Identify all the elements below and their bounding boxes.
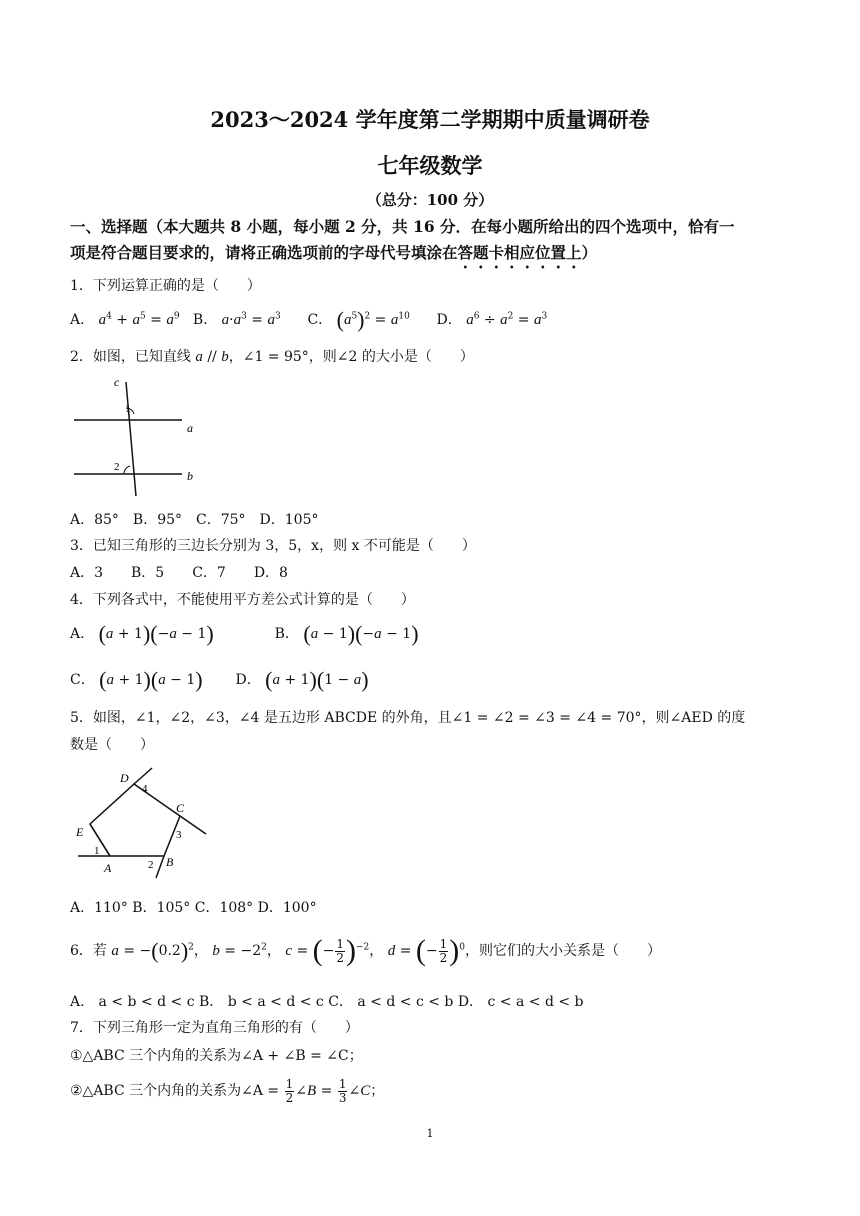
dotted-emphasis: 答题卡相应位置上 xyxy=(457,243,582,262)
exam-subtitle: 七年级数学 xyxy=(377,153,483,178)
total-score: （总分：100 分） xyxy=(366,191,494,209)
q7-stem: 7．下列三角形一定为直角三角形的有（ ） xyxy=(70,1020,359,1036)
q4-options-cd: C． (a + 1)(a − 1) D． (a + 1)(1 − a) xyxy=(70,667,369,692)
q3-stem: 3．已知三角形的三边长分别为 3，5，x，则 x 不可能是（ ） xyxy=(70,538,476,554)
label-a: a xyxy=(187,421,193,435)
label-b: b xyxy=(187,469,193,483)
angle-4-label: 4 xyxy=(142,783,148,795)
q5-stem-line1: 5．如图，∠1，∠2，∠3，∠4 是五边形 ABCDE 的外角，且∠1 = ∠2 = ∠3 = ∠4 = 70°，则∠AED 的度 xyxy=(70,710,746,726)
q7-item1: ①△ABC 三个内角的关系为∠A + ∠B = ∠C； xyxy=(70,1048,363,1064)
label-c: c xyxy=(114,375,120,389)
vertex-C: C xyxy=(176,801,185,815)
q2-stem: 2．如图，已知直线 a // b，∠1 = 95°，则∠2 的大小是（ ） xyxy=(70,349,474,365)
q5-options: A．110° B．105° C．108° D．100° xyxy=(70,900,317,916)
vertex-B: B xyxy=(166,855,174,869)
q5-figure xyxy=(70,764,220,884)
page-number: 1 xyxy=(426,1127,434,1140)
q5-stem-line2: 数是（ ） xyxy=(70,737,154,753)
angle-1-label: 1 xyxy=(125,403,131,415)
q1-options: A． $a^4 + a^5 = a^9$ B． $a\cdot a^3 = a^3$ C． $(a^5)^2 = a^{10}$ D． $a^6 \div a^2 = a^3$ xyxy=(70,307,548,332)
q2-figure xyxy=(70,374,210,502)
section-heading xyxy=(70,214,792,272)
q1-stem: 1．下列运算正确的是（ ） xyxy=(70,278,261,294)
section-heading-line2: 项是符合题目要求的，请将正确选项前的字母代号填涂在答题卡相应位置上） xyxy=(70,243,598,262)
angle-2-label: 2 xyxy=(114,461,120,473)
q3-options: A．3 B．5 C．7 D．8 xyxy=(70,565,288,581)
q6-stem: 6．若 $a = -(0.2)^2$， $b = -2^2$， c = (− $\frac{1}{2}$ )$^{-2}$， d = (− $\frac{1}{2}$ )$^0$，则它们的大小关系是（ ） xyxy=(70,934,661,967)
section-heading-line1: 一、选择题（本大题共 8 小题，每小题 2 分，共 16 分．在每小题所给出的四个选项中，恰有一 xyxy=(70,217,735,236)
q2-options: A．85° B．95° C．75° D．105° xyxy=(70,512,319,528)
q4-options-ab: A． (a + 1)(−a − 1) B． (a − 1)(−a − 1) xyxy=(70,621,419,646)
q4-stem: 4．下列各式中，不能使用平方差公式计算的是（ ） xyxy=(70,592,415,608)
q6-options: A． a < b < d < c B． b < a < d < c C． a < d < c < b D． c < a < d < b xyxy=(70,994,584,1010)
angle-2-label: 2 xyxy=(148,859,154,871)
angle-1-label: 1 xyxy=(94,845,100,857)
vertex-E: E xyxy=(76,825,84,839)
q7-item2: ②△ABC 三个内角的关系为∠A = $\frac{1}{2}$ ∠B = $\frac{1}{3}$ ∠C； xyxy=(70,1076,385,1105)
exam-title: 2023～2024 学年度第二学期期中质量调研卷 xyxy=(210,107,650,132)
vertex-D: D xyxy=(120,771,129,785)
angle-3-label: 3 xyxy=(176,829,182,841)
vertex-A: A xyxy=(104,861,112,875)
